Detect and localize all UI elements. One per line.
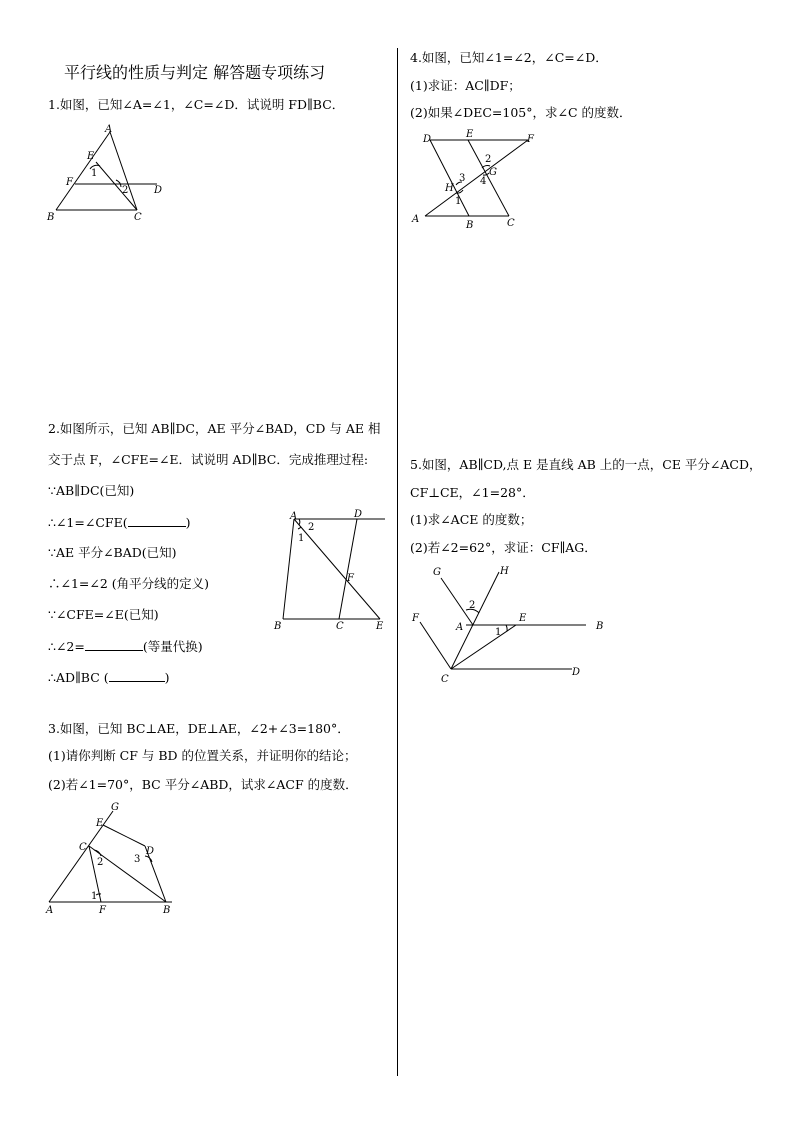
q4-line3: (2)如果∠DEC=105°，求∠C 的度数． [410, 105, 632, 120]
q3-label-G: G [111, 802, 119, 813]
q4-angle-2: 2 [485, 154, 492, 165]
q5-figure [406, 558, 616, 688]
q5-label-D: D [572, 667, 581, 678]
q4-angle-1: 1 [455, 196, 462, 207]
q3-label-D: D [146, 846, 155, 857]
q2-label-B: B [274, 621, 282, 632]
q2-figure [268, 507, 390, 632]
q2-label-F: F [347, 573, 354, 584]
q3-label-C: C [79, 842, 87, 853]
page-title: 平行线的性质与判定 解答题专项练习 [64, 63, 326, 82]
q5-label-B: B [596, 621, 604, 632]
q4-label-E: E [466, 129, 474, 140]
q3-line2: (1)请你判断 CF 与 BD 的位置关系，并证明你的结论； [48, 748, 357, 763]
q1-label-F: F [66, 177, 73, 188]
q4-line2: (1)求证：AC∥DF； [410, 78, 521, 93]
q4-label-H: H [445, 183, 454, 194]
q4-label-G: G [489, 167, 497, 178]
q1-angle-2: 2 [122, 185, 129, 196]
q3-line3: (2)若∠1=70°，BC 平分∠ABD，试求∠ACF 的度数． [48, 777, 358, 792]
q2-blank-1[interactable] [128, 514, 186, 527]
q5-line2: CF⊥CE，∠1=28°． [410, 485, 535, 500]
q5-line4: (2)若∠2=62°，求证：CF∥AG． [410, 540, 597, 555]
q3-label-F: F [99, 905, 106, 916]
q2-line2: 交于点 F，∠CFE=∠E．试说明 AD∥BC．完成推理过程: [48, 452, 369, 467]
q2-step-4: ∴∠1=∠2 (角平分线的定义) [48, 576, 210, 591]
q2-step-3: ∵AE 平分∠BAD(已知) [48, 545, 177, 560]
q2-label-A: A [290, 511, 298, 522]
q2-step-2: ∴∠1=∠CFE( ) [48, 515, 191, 530]
q4-label-F: F [527, 134, 534, 145]
q3-label-E: E [96, 818, 104, 829]
q5-angle-2: 2 [469, 600, 476, 611]
q2-label-C: C [336, 621, 344, 632]
q2-step-6: ∴∠2= (等量代换) [48, 639, 203, 654]
q5-label-F: F [412, 613, 419, 624]
q1-label-B: B [47, 212, 55, 222]
q2-label-E: E [376, 621, 384, 632]
q1-angle-1: 1 [91, 168, 98, 179]
q5-label-E: E [519, 613, 527, 624]
q4-line1: 4.如图，已知∠1=∠2，∠C=∠D． [410, 50, 608, 65]
q2-step-1: ∵AB∥DC(已知) [48, 483, 135, 498]
q3-angle-2: 2 [97, 857, 104, 868]
q1-label-C: C [134, 212, 142, 222]
q5-label-G: G [433, 567, 441, 578]
q1-text: 1.如图，已知∠A=∠1，∠C=∠D．试说明 FD∥BC． [48, 97, 345, 112]
q4-angle-3: 3 [459, 173, 466, 184]
q5-label-A: A [456, 622, 464, 633]
q1-label-A: A [105, 124, 113, 135]
q2-step-5: ∵∠CFE=∠E(已知) [48, 607, 159, 622]
q2-step-7: ∴AD∥BC ( ) [48, 670, 170, 685]
q4-label-D: D [423, 134, 432, 145]
q5-label-C: C [441, 674, 449, 685]
q2-angle-1: 1 [298, 533, 305, 544]
q4-label-A: A [412, 214, 420, 225]
q3-figure [44, 798, 184, 916]
q3-angle-3: 3 [134, 854, 141, 865]
q2-angle-2: 2 [308, 522, 315, 533]
q4-angle-4: 4 [480, 176, 487, 187]
q3-line1: 3.如图，已知 BC⊥AE，DE⊥AE，∠2+∠3=180°． [48, 721, 350, 736]
q5-angle-1: 1 [495, 627, 502, 638]
q2-blank-2[interactable] [85, 638, 143, 651]
q2-label-D: D [354, 509, 363, 520]
q3-label-A: A [46, 905, 54, 916]
q1-figure [44, 122, 174, 222]
q4-figure [406, 126, 548, 234]
q1-label-E: E [87, 151, 95, 162]
q5-label-H: H [500, 566, 509, 577]
q3-angle-1: 1 [91, 891, 98, 902]
q5-line1: 5.如图，AB∥CD,点 E 是直线 AB 上的一点，CE 平分∠ACD， [410, 457, 762, 472]
q1-label-D: D [154, 185, 163, 196]
q4-label-C: C [507, 218, 515, 229]
q4-label-B: B [466, 220, 474, 231]
q5-line3: (1)求∠ACE 的度数； [410, 512, 533, 527]
q3-label-B: B [163, 905, 171, 916]
q2-line1: 2.如图所示，已知 AB∥DC，AE 平分∠BAD，CD 与 AE 相 [48, 421, 381, 436]
column-divider [397, 48, 398, 1076]
q2-blank-3[interactable] [109, 669, 165, 682]
